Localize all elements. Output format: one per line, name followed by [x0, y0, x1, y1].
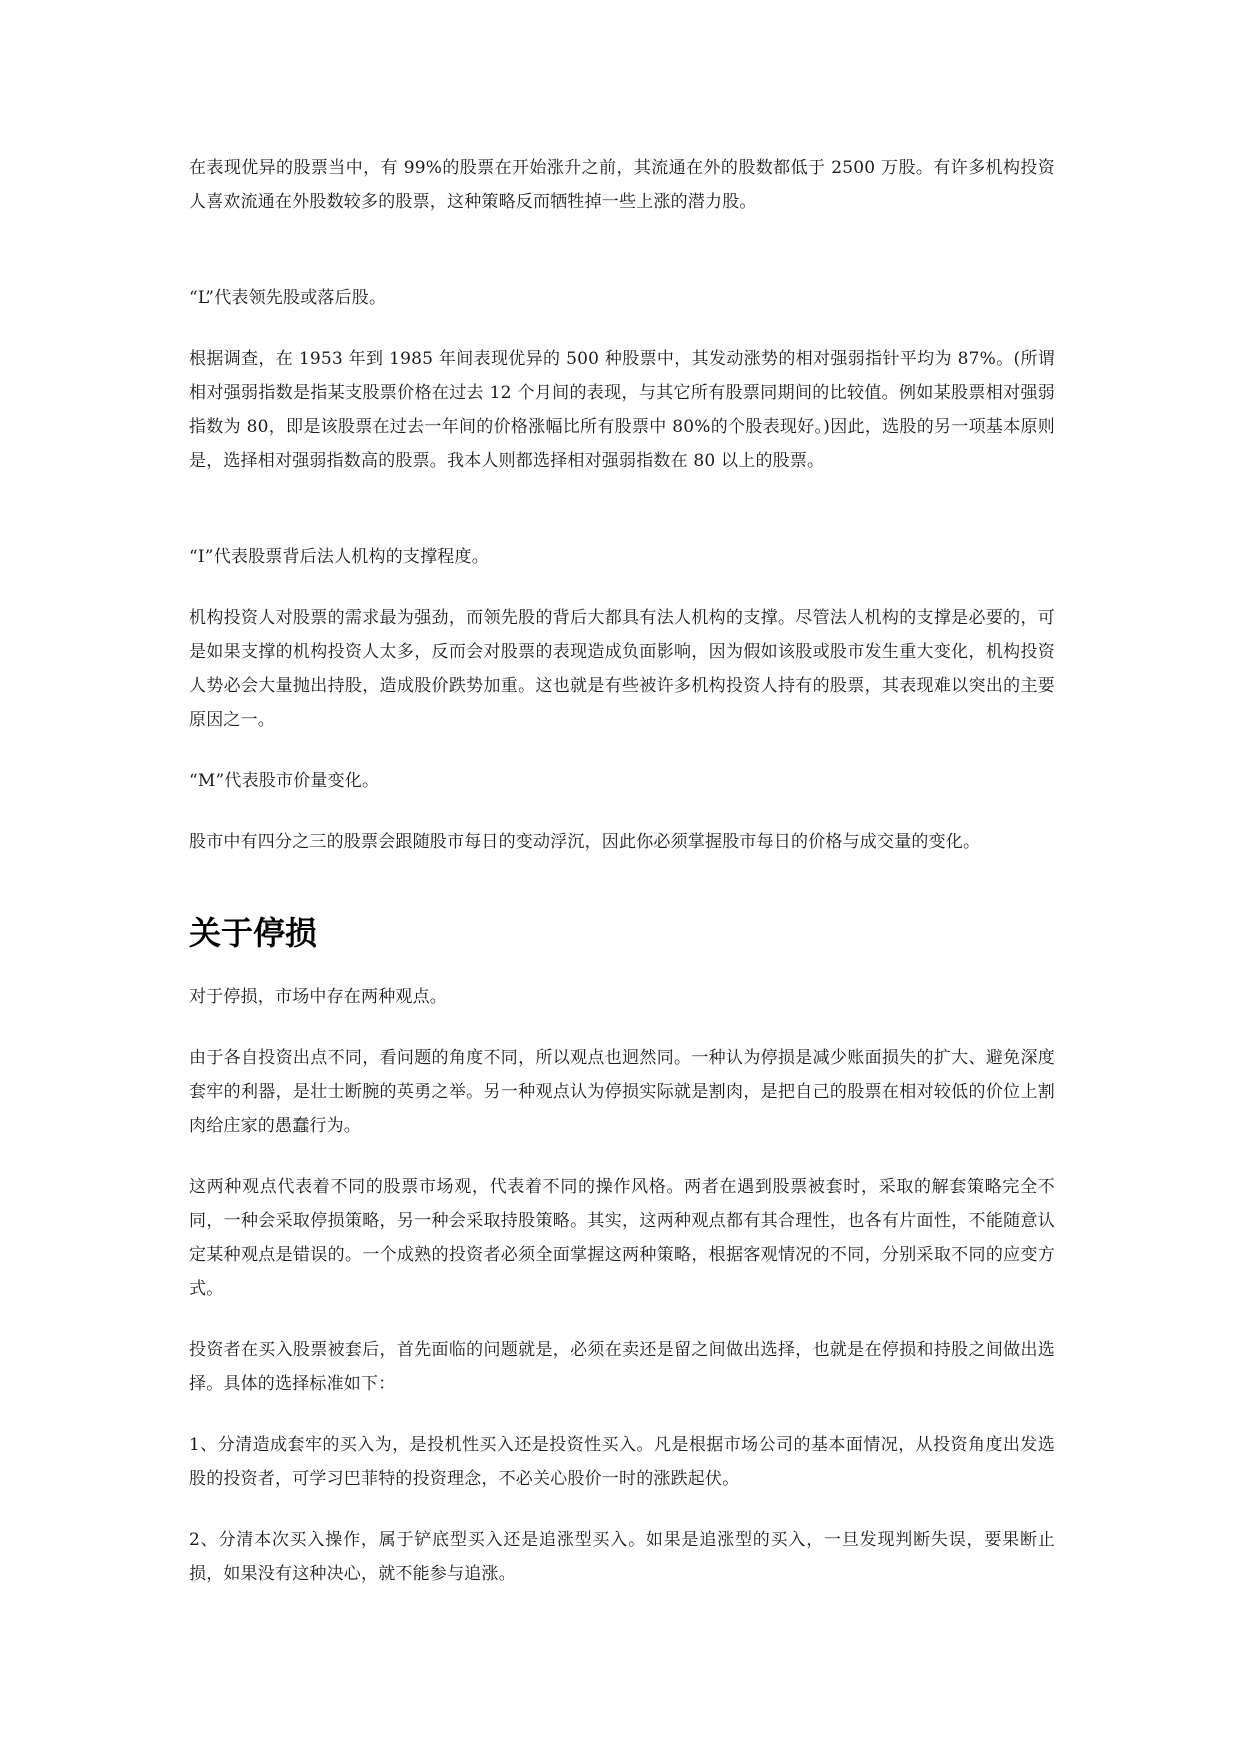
paragraph: “L”代表领先股或落后股。: [189, 288, 387, 308]
paragraph: 机构投资人对股票的需求最为强劲，而领先股的背后大都具有法人机构的支撑。尽管法人机构的支撑是必要的，可是如果支撑的机构投资人太多，反而会对股票的表现造成负面影响，因为假如该股或股市发生重大变化，机构投资人势必会大量抛出持股，造成股价跌势加重。这也就是有些被许多机构投资人持有的股票，其表现难以突出的主要原因之一。: [189, 608, 1055, 730]
paragraph: 股市中有四分之三的股票会跟随股市每日的变动浮沉，因此你必须掌握股市每日的价格与成交量的变化。: [189, 832, 981, 852]
paragraph: 对于停损，市场中存在两种观点。: [189, 987, 447, 1007]
paragraph: 这两种观点代表着不同的股票市场观，代表着不同的操作风格。两者在遇到股票被套时，采取的解套策略完全不同，一种会采取停损策略，另一种会采取持股策略。其实，这两种观点都有其合理性，也各有片面性，不能随意认定某种观点是错误的。一个成熟的投资者必须全面掌握这两种策略，根据客观情况的不同，分别采取不同的应变方式。: [189, 1177, 1055, 1299]
paragraph: “M”代表股市价量变化。: [189, 771, 380, 791]
paragraph: “I”代表股票背后法人机构的支撑程度。: [189, 547, 489, 567]
paragraph: 根据调查，在 1953 年到 1985 年间表现优异的 500 种股票中，其发动涨势的相对强弱指针平均为 87%。(所谓相对强弱指数是指某支股票价格在过去 12 个月间的表现，与其它所有股票同期间的比较值。例如某股票相对强弱指数为 80，即是该股票在过去一年间的价格涨幅比所有股票中 80%的个股表现好。)因此，选股的另一项基本原则是，选择相对强弱指数高的股票。我本人则都选择相对强弱指数在 80 以上的股票。: [189, 349, 1055, 471]
document-page: [189, 151, 1055, 1591]
section-heading: 关于停损: [189, 914, 318, 952]
paragraph: 投资者在买入股票被套后，首先面临的问题就是，必须在卖还是留之间做出选择，也就是在停损和持股之间做出选择。具体的选择标准如下：: [189, 1340, 1055, 1394]
paragraph: 1、分清造成套牢的买入为，是投机性买入还是投资性买入。凡是根据市场公司的基本面情况，从投资角度出发选股的投资者，可学习巴菲特的投资理念，不必关心股价一时的涨跌起伏。: [189, 1435, 1055, 1489]
paragraph: 在表现优异的股票当中，有 99%的股票在开始涨升之前，其流通在外的股数都低于 2500 万股。有许多机构投资人喜欢流通在外股数较多的股票，这种策略反而牺牲掉一些上涨的潜力股。: [189, 158, 1055, 212]
paragraph: 由于各自投资出点不同，看问题的角度不同，所以观点也迥然同。一种认为停损是减少账面损失的扩大、避免深度套牢的利器，是壮士断腕的英勇之举。另一种观点认为停损实际就是割肉，是把自己的股票在相对较低的价位上割肉给庄家的愚蠢行为。: [189, 1048, 1055, 1136]
paragraph: 2、分清本次买入操作，属于铲底型买入还是追涨型买入。如果是追涨型的买入，一旦发现判断失误，要果断止损，如果没有这种决心，就不能参与追涨。: [189, 1530, 1055, 1584]
